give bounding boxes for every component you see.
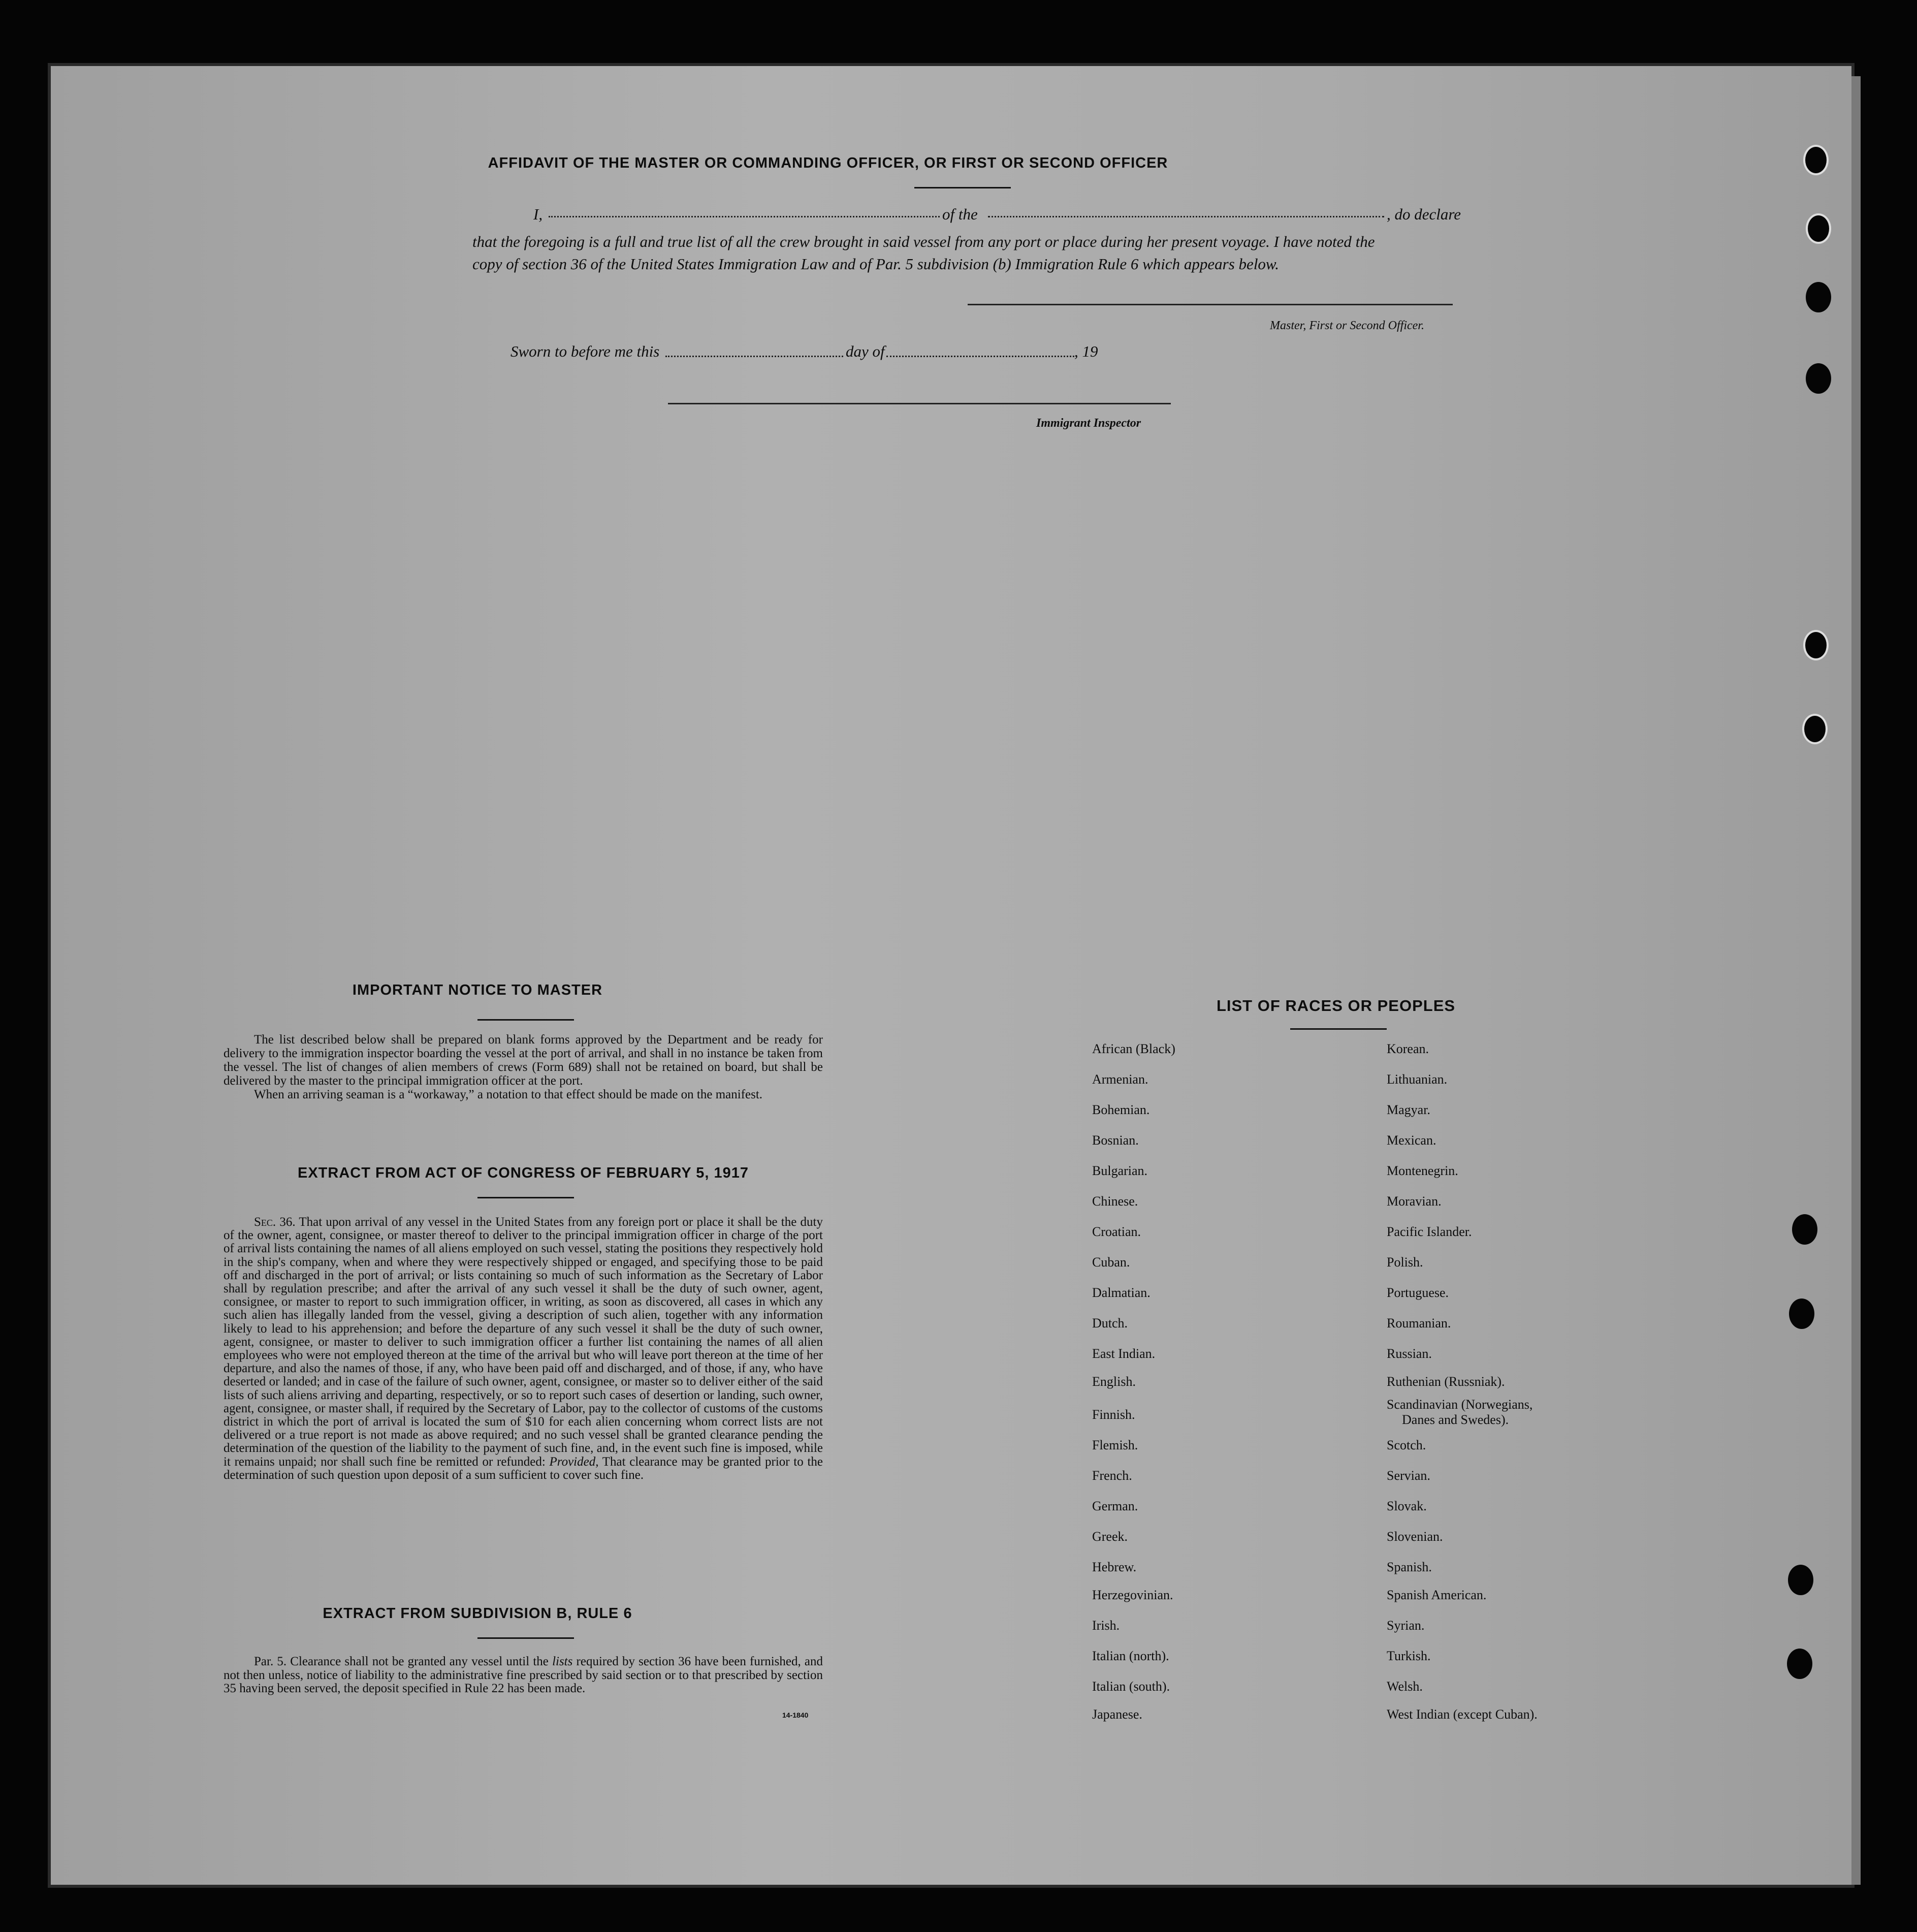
race-item: Irish. [1092,1618,1120,1633]
race-item: Greek. [1092,1529,1128,1544]
race-item: Herzegovinian. [1092,1588,1173,1602]
affidavit-title: AFFIDAVIT OF THE MASTER OR COMMANDING OFFICER, OR FIRST OR SECOND OFFICER [488,155,1168,171]
vessel-name-field[interactable] [988,216,1384,217]
binder-hole [1792,1214,1817,1245]
sworn-day-of: day of [846,342,885,360]
divider [477,1197,574,1198]
notice-paragraph: When an arriving seaman is a “workaway,” a notation to that effect should be made on the manifest. [254,1088,763,1101]
race-item: Slovak. [1387,1499,1427,1513]
master-name-field[interactable] [549,216,940,217]
affidavit-of-the: of the [942,205,978,223]
divider [914,187,1011,188]
race-item: Magyar. [1387,1102,1430,1117]
act-section-label: Sec. 36. [254,1215,296,1229]
binder-hole [1787,1649,1812,1679]
race-item: Dutch. [1092,1316,1128,1331]
affidavit-i: I, [533,205,543,223]
race-item: Finnish. [1092,1407,1135,1422]
notice-text [223,1033,823,1101]
act-provided: Provided, [549,1454,599,1469]
race-item: Moravian. [1387,1194,1442,1209]
divider [477,1019,574,1021]
race-item: Ruthenian (Russniak). [1387,1374,1505,1389]
race-item: Italian (south). [1092,1679,1170,1694]
form-number: 14-1840 [782,1711,809,1719]
race-item: Danes and Swedes). [1402,1412,1509,1427]
race-item: Croatian. [1092,1224,1141,1239]
sworn-date-field[interactable] [665,356,843,357]
race-item: Pacific Islander. [1387,1224,1472,1239]
affidavit-line-1 [533,201,1458,228]
binder-hole [1803,630,1829,660]
race-item: Russian. [1387,1346,1432,1361]
race-item: Portuguese. [1387,1285,1449,1300]
race-item: German. [1092,1499,1138,1513]
master-signature-field[interactable] [968,304,1453,305]
race-item: Montenegrin. [1387,1163,1458,1178]
race-item: Cuban. [1092,1255,1130,1270]
divider [477,1637,574,1639]
affidavit-do-declare: , do declare [1387,205,1461,223]
race-item: English. [1092,1374,1136,1389]
sworn-prefix: Sworn to before me this [510,342,660,360]
act-text [223,1216,823,1482]
rule-text-a: Par. 5. Clearance shall not be granted any vessel until the [254,1655,549,1668]
sworn-month-field[interactable] [886,356,1074,357]
notice-paragraph: The list described below shall be prepared on blank forms approved by the Department and be ready for delivery to the immigration inspector boarding the vessel at the port of arrival, and shall in no instance be taken from the vessel. The list of changes of alien members of crews (Form 689) shall not be retained on board, but shall be delivered by the master to the principal immigration officer at the port. [223,1033,823,1088]
race-item: Bulgarian. [1092,1163,1148,1178]
race-item: Italian (north). [1092,1649,1169,1663]
race-item: Chinese. [1092,1194,1138,1209]
binder-hole [1802,714,1828,744]
race-item: East Indian. [1092,1346,1156,1361]
race-item: Lithuanian. [1387,1072,1448,1087]
race-item: Korean. [1387,1041,1429,1056]
race-item: Scandinavian (Norwegians, [1387,1397,1533,1412]
binder-hole [1788,1565,1813,1595]
master-signature-label: Master, First or Second Officer. [1270,319,1424,332]
affidavit-line-2: that the foregoing is a full and true list of all the crew brought in said vessel from any port or place during her present voyage. I have noted the [472,233,1375,250]
race-item: Roumanian. [1387,1316,1451,1331]
races-title: LIST OF RACES OR PEOPLES [1216,997,1456,1015]
race-item: Flemish. [1092,1438,1138,1452]
binder-hole [1806,282,1831,312]
race-item: Bosnian. [1092,1133,1139,1148]
race-item: Spanish. [1387,1560,1432,1574]
race-item: French. [1092,1468,1132,1483]
race-item: Mexican. [1387,1133,1436,1148]
race-item: Slovenian. [1387,1529,1443,1544]
race-item: Scotch. [1387,1438,1426,1452]
rule-text-lists: lists [552,1655,573,1668]
race-item: Spanish American. [1387,1588,1487,1602]
race-item: African (Black) [1092,1041,1175,1056]
race-item: Bohemian. [1092,1102,1150,1117]
race-item: Servian. [1387,1468,1430,1483]
race-item: Welsh. [1387,1679,1423,1694]
act-title: EXTRACT FROM ACT OF CONGRESS OF FEBRUARY 5, 1917 [297,1165,749,1181]
race-item: Hebrew. [1092,1560,1137,1574]
race-item: Armenian. [1092,1072,1148,1087]
rule-text [223,1655,823,1696]
race-item: West Indian (except Cuban). [1387,1707,1538,1722]
binder-hole [1806,363,1831,394]
race-item: Dalmatian. [1092,1285,1151,1300]
binder-hole [1803,145,1829,175]
page-edge [1851,76,1861,1885]
inspector-signature-field[interactable] [668,403,1171,404]
binder-hole [1789,1298,1814,1329]
race-item: Polish. [1387,1255,1423,1270]
rule-text-b: required by section 36 have been furnished, and not then unless, notice of liability to the administrative fine prescribed by said section or to that prescribed by section 35 having been served, the deposit specified in Rule 22 has been made. [223,1655,823,1695]
sworn-year: , 19 [1074,342,1098,360]
binder-hole [1806,213,1831,244]
act-body-end: That clearance may be granted prior to the determination of such question upon deposit of a sum sufficient to cover such fine. [223,1454,823,1482]
inspector-label: Immigrant Inspector [1036,417,1141,430]
act-body: That upon arrival of any vessel in the United States from any foreign port or place it shall be the duty of the owner, agent, consignee, or master thereof to deliver to the principal immigration officer in charge of the port of arrival lists containing the names of all aliens employed on such vessel, stating the positions they respectively hold in the ship's company, when and where they were respectively shipped or engaged, and specifying those to be paid off and discharged in the port of arrival; or lists containing so much of such information as the Secretary of Labor shall by regulation prescribe; and after the arrival of any such vessel it shall be the duty of such owner, agent, consignee, or master to report to such immigration officer, in writing, as soon as discovered, all cases in which any such alien has illegally landed from the vessel, giving a description of such alien, together with any information likely to lead to his apprehension; and before the departure of any such vessel it shall be the duty of such owner, agent, consignee, or master to deliver to such immigration officer a further list containing the names of all alien employees who were not employed thereon at the time of the arrival but who will leave port thereon at the time of her departure, and also the names of those, if any, who have been paid off and discharged, and of those, if any, who have deserted or landed; and in case of the failure of such owner, agent, consignee, or master so to deliver either of the said lists of such aliens arriving and departing, respectively, or so to report such cases of desertion or landing, such owner, agent, consignee, or master shall, if required by the Secretary of Labor, pay to the collector of customs of the customs district in which the port of arrival is located the sum of $10 for each alien concerning whom correct lists are not delivered or a true report is not made as above required; and no such vessel shall be granted clearance pending the determination of the question of the liability to the payment of such fine, and, in the event such fine is imposed, while it remains unpaid; nor shall such fine be remitted or refunded: [223,1215,823,1469]
affidavit-line-3: copy of section 36 of the United States Immigration Law and of Par. 5 subdivision (b) Immigration Rule 6 which appears below. [472,255,1280,273]
race-item: Syrian. [1387,1618,1425,1633]
race-item: Japanese. [1092,1707,1142,1722]
divider [1290,1028,1387,1030]
rule-title: EXTRACT FROM SUBDIVISION B, RULE 6 [323,1605,632,1622]
race-item: Turkish. [1387,1649,1431,1663]
notice-title: IMPORTANT NOTICE TO MASTER [352,982,603,998]
